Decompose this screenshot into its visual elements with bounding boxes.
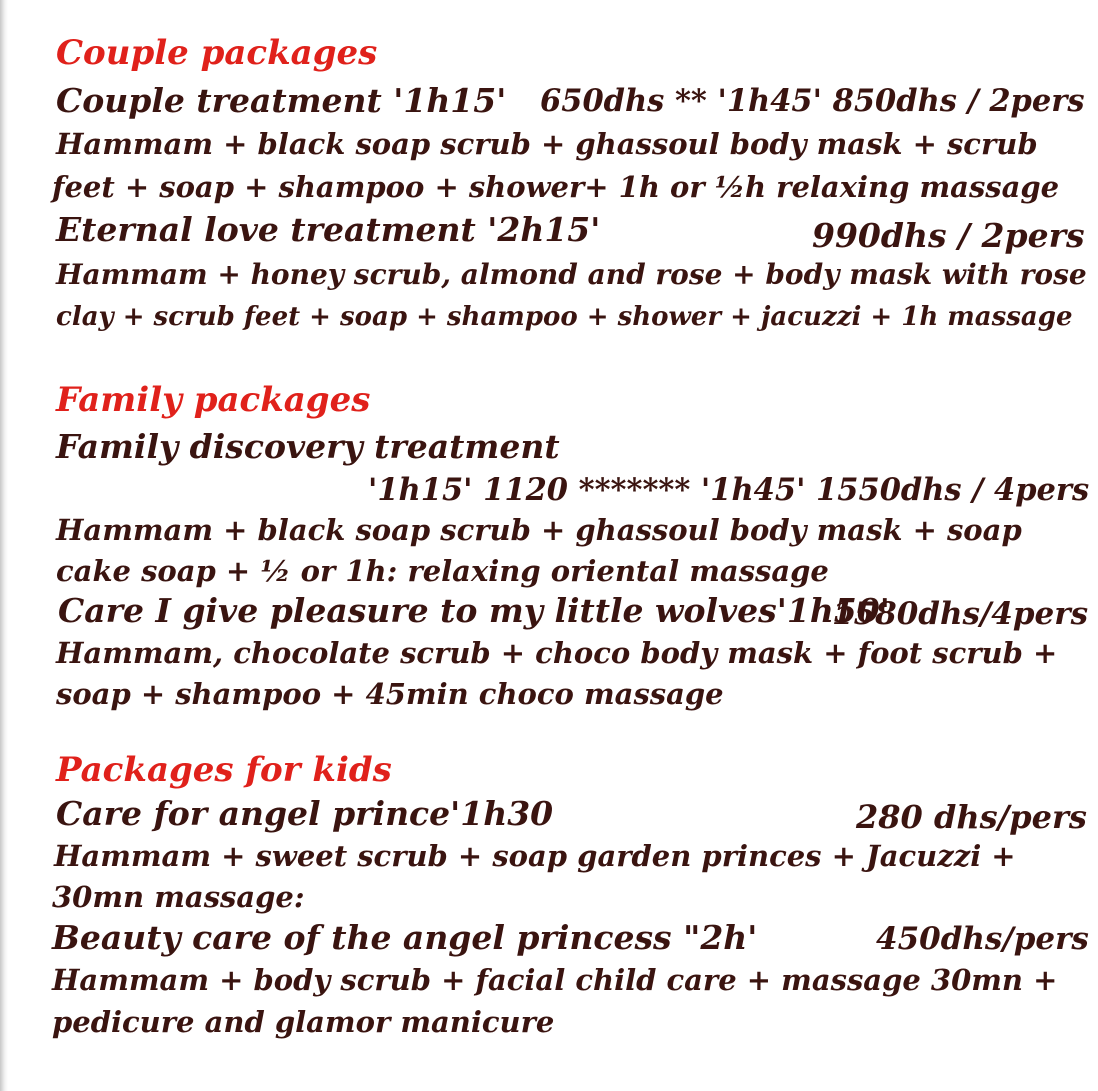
little-wolves-desc-line1: Hammam, chocolate scrub + choco body mask + foot scrub +	[56, 636, 1058, 670]
couple-treatment-desc-line2: feet + soap + shampoo + shower+ 1h or ½h relaxing massage	[52, 170, 1060, 204]
little-wolves-title: Care I give pleasure to my little wolves'1h50'	[58, 591, 890, 630]
couple-treatment-title: Couple treatment '1h15'	[56, 81, 507, 120]
couple-treatment-desc-line1: Hammam + black soap scrub + ghassoul body mask + scrub	[56, 127, 1038, 161]
family-packages-heading: Family packages	[56, 380, 371, 420]
angel-princess-title: Beauty care of the angel princess "2h'	[52, 918, 758, 957]
eternal-love-desc-line1: Hammam + honey scrub, almond and rose + body mask with rose	[56, 258, 1087, 291]
couple-treatment-price: 650dhs ** '1h45' 850dhs / 2pers	[540, 83, 1085, 119]
eternal-love-desc-line2: clay + scrub feet + soap + shampoo + shower + jacuzzi + 1h massage	[56, 302, 1073, 332]
kids-packages-heading: Packages for kids	[56, 750, 392, 790]
angel-princess-desc-line2: pedicure and glamor manicure	[52, 1005, 555, 1039]
angel-princess-price: 450dhs/pers	[876, 921, 1089, 957]
eternal-love-price: 990dhs / 2pers	[812, 216, 1085, 255]
family-discovery-title: Family discovery treatment	[56, 427, 560, 466]
family-discovery-desc-line1: Hammam + black soap scrub + ghassoul body mask + soap	[56, 513, 1022, 547]
angel-prince-desc-line1: Hammam + sweet scrub + soap garden princes + Jacuzzi +	[54, 839, 1016, 873]
eternal-love-title: Eternal love treatment '2h15'	[56, 210, 601, 249]
couple-packages-heading: Couple packages	[56, 33, 378, 73]
angel-princess-desc-line1: Hammam + body scrub + facial child care + massage 30mn +	[52, 963, 1058, 997]
page-edge-shadow	[0, 0, 8, 1091]
little-wolves-desc-line2: soap + shampoo + 45min choco massage	[56, 677, 724, 711]
angel-prince-price: 280 dhs/pers	[856, 798, 1087, 836]
family-discovery-desc-line2: cake soap + ½ or 1h: relaxing oriental massage	[56, 554, 829, 588]
angel-prince-desc-line2: 30mn massage:	[52, 880, 305, 914]
family-discovery-price: '1h15' 1120 ******* '1h45' 1550dhs / 4pers	[368, 472, 1090, 508]
little-wolves-price: 1580dhs/4pers	[832, 596, 1089, 632]
angel-prince-title: Care for angel prince'1h30	[56, 794, 554, 833]
